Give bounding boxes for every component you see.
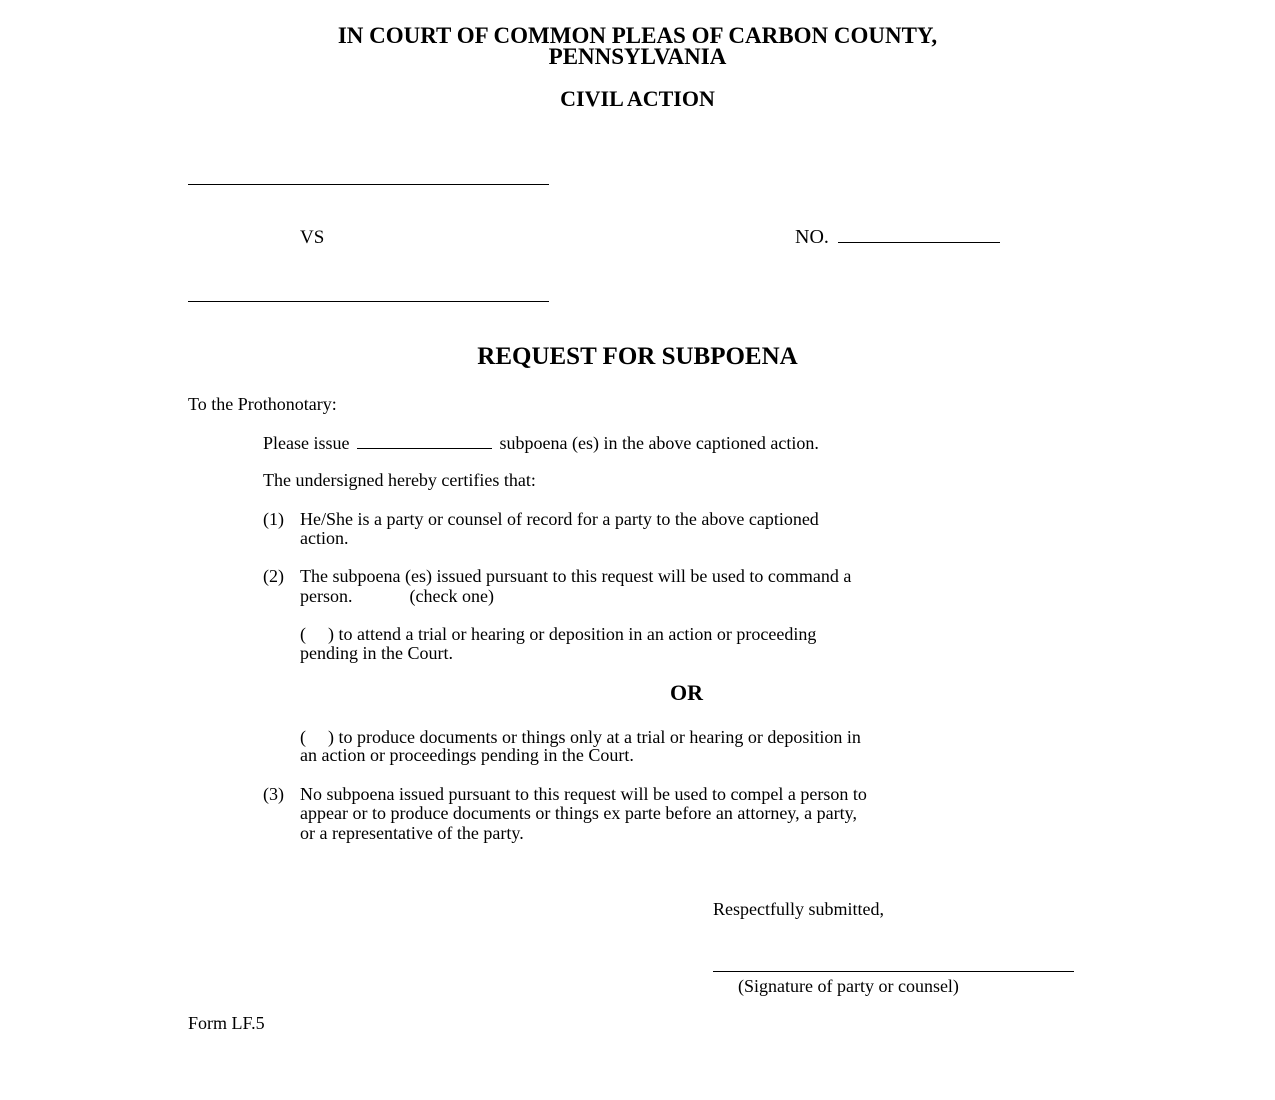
- document-title: REQUEST FOR SUBPOENA: [477, 343, 798, 370]
- case-number-field: [795, 228, 1000, 247]
- issue-line: [263, 434, 819, 453]
- option-attend-line1: [300, 625, 816, 644]
- salutation: To the Prothonotary:: [188, 394, 337, 414]
- vs-label: VS: [300, 227, 325, 248]
- subpoena-count-line[interactable]: [357, 434, 492, 449]
- item-3-number: (3): [263, 784, 284, 804]
- check-one-note: (check one): [409, 586, 494, 606]
- item-3-line1: [263, 785, 867, 804]
- item-3-line3: or a representative of the party.: [300, 823, 524, 843]
- item-3-line2: appear or to produce documents or things ex parte before an attorney, a party,: [300, 803, 857, 823]
- item-1-line2: action.: [300, 528, 349, 548]
- option-produce-text: to produce documents or things only at a trial or hearing or deposition in: [338, 727, 861, 747]
- court-title-line1: IN COURT OF COMMON PLEAS OF CARBON COUNTY,: [337, 23, 938, 48]
- signature-line[interactable]: [713, 971, 1074, 972]
- civil-action-heading: CIVIL ACTION: [560, 86, 715, 111]
- option-attend-line2: pending in the Court.: [300, 643, 453, 663]
- defendant-name-line[interactable]: [188, 301, 549, 302]
- item-3-text: No subpoena issued pursuant to this request will be used to compel a person to: [300, 784, 867, 804]
- item-2-continuation: person.: [300, 586, 353, 606]
- certify-line: The undersigned hereby certifies that:: [263, 470, 536, 490]
- case-number-line[interactable]: [838, 228, 1000, 243]
- signature-caption: (Signature of party or counsel): [738, 976, 959, 996]
- court-title-line2: PENNSYLVANIA: [548, 44, 727, 69]
- item-1-number: (1): [263, 509, 284, 529]
- respectfully-submitted: Respectfully submitted,: [713, 899, 884, 919]
- item-2-line2: [300, 587, 494, 606]
- issue-line-after: subpoena (es) in the above captioned action.: [499, 433, 819, 453]
- form-identifier: Form LF.5: [188, 1013, 265, 1033]
- plaintiff-name-line[interactable]: [188, 184, 549, 185]
- item-1-text: He/She is a party or counsel of record for a party to the above captioned: [300, 509, 819, 529]
- item-2-text: The subpoena (es) issued pursuant to this request will be used to command a: [300, 566, 852, 586]
- item-2-number: (2): [263, 566, 284, 586]
- item-2-line1: [263, 567, 851, 586]
- option-produce-line2: an action or proceedings pending in the Court.: [300, 745, 634, 765]
- item-1-line1: [263, 510, 819, 529]
- or-separator: OR: [670, 680, 703, 705]
- option-attend-text: to attend a trial or hearing or deposition in an action or proceeding: [338, 624, 817, 644]
- option-produce-checkbox[interactable]: ( ): [300, 727, 334, 747]
- case-number-label: NO.: [795, 226, 829, 248]
- option-attend-checkbox[interactable]: ( ): [300, 624, 334, 644]
- issue-line-before: Please issue: [263, 433, 350, 453]
